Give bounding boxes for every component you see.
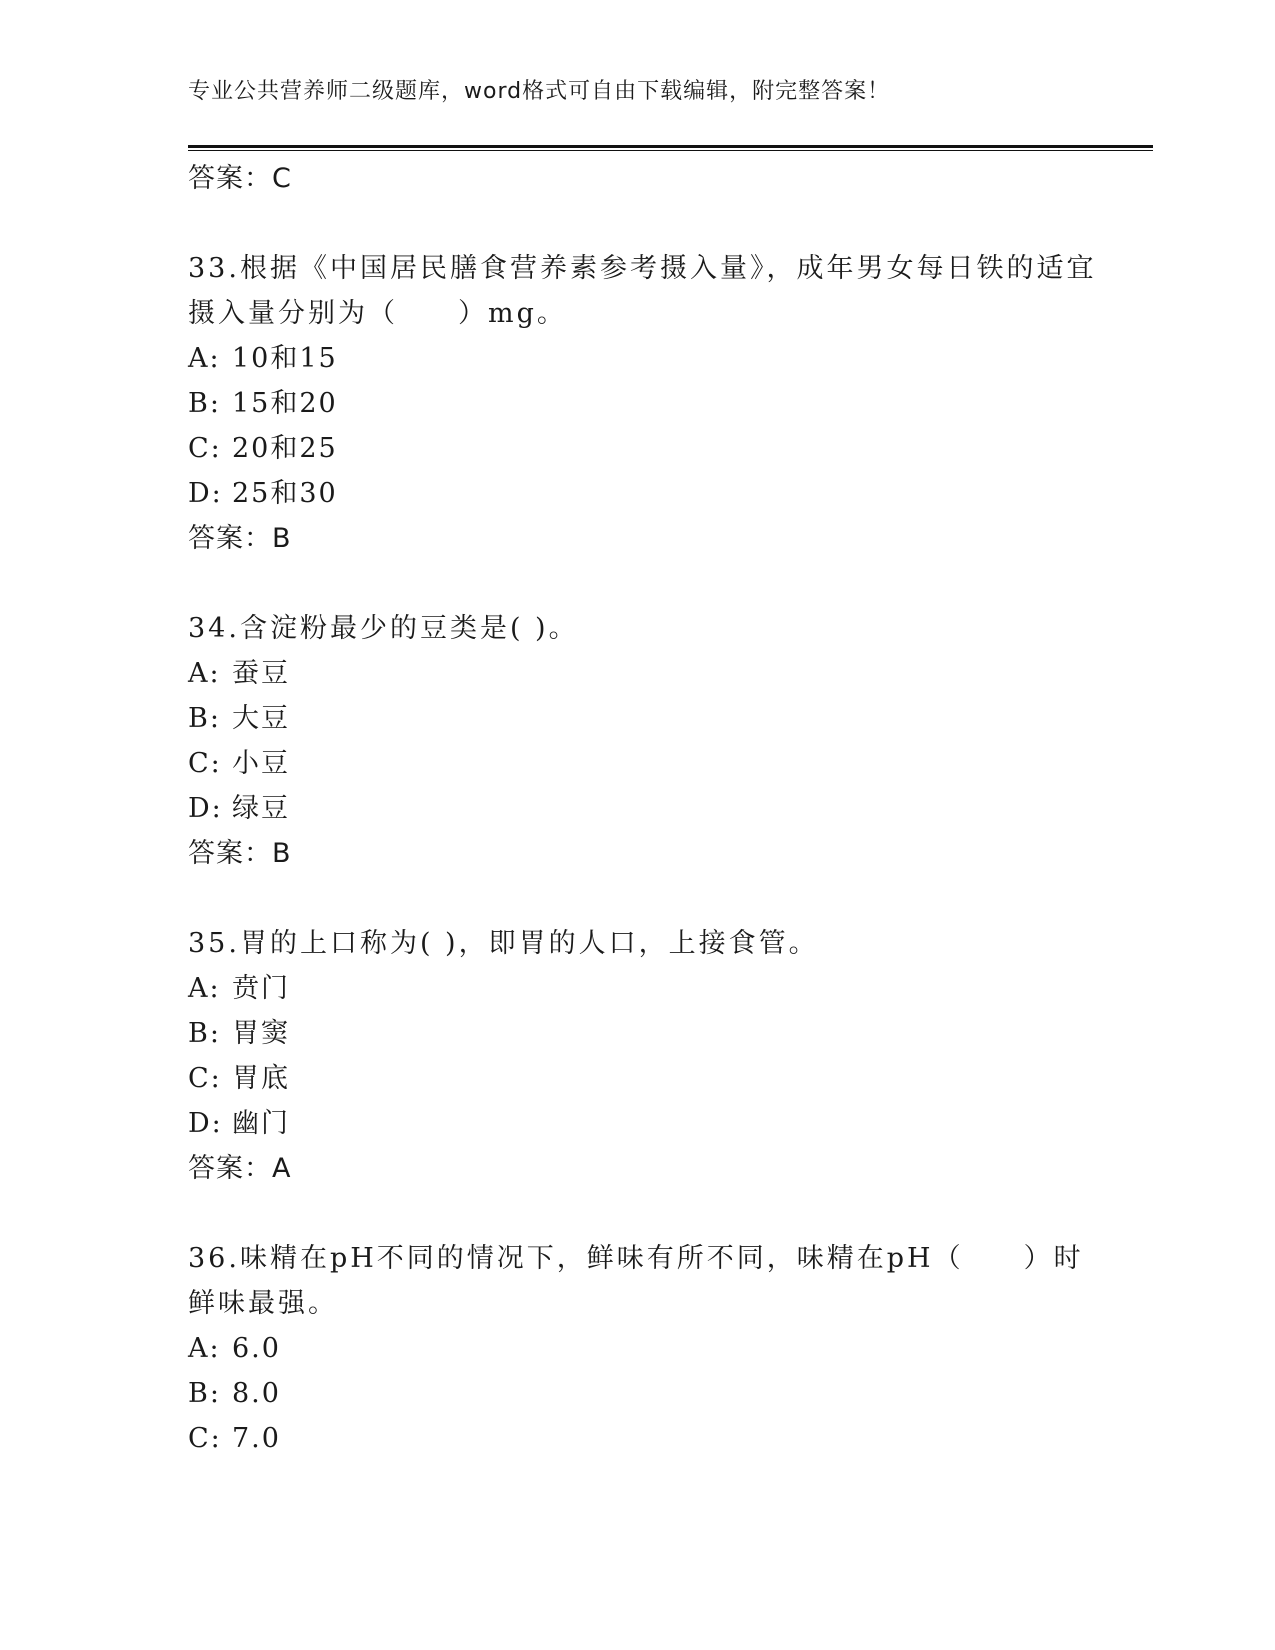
option-key: B: bbox=[188, 1378, 221, 1409]
option-d bbox=[188, 1101, 1108, 1146]
option-text: 15和20 bbox=[232, 388, 338, 419]
option-c bbox=[188, 741, 1108, 786]
question-stem: 36.味精在pH不同的情况下，鲜味有所不同，味精在pH（ ）时鲜味最强。 bbox=[188, 1243, 1084, 1319]
option-b bbox=[188, 696, 1108, 741]
question-stem: 34.含淀粉最少的豆类是( )。 bbox=[188, 613, 579, 644]
option-key: D: bbox=[188, 1108, 223, 1139]
option-b bbox=[188, 381, 1108, 426]
option-text: 8.0 bbox=[232, 1378, 281, 1409]
option-key: D: bbox=[188, 478, 223, 509]
option-a bbox=[188, 966, 1108, 1011]
option-key: B: bbox=[188, 388, 221, 419]
option-text: 胃底 bbox=[232, 1063, 290, 1094]
option-a bbox=[188, 1326, 1108, 1371]
option-key: C: bbox=[188, 1423, 222, 1454]
option-text: 胃窦 bbox=[232, 1018, 290, 1049]
option-d bbox=[188, 471, 1108, 516]
question-33 bbox=[188, 246, 1108, 561]
answer: 答案：B bbox=[188, 838, 292, 869]
option-b bbox=[188, 1371, 1108, 1416]
option-key: A: bbox=[188, 973, 221, 1004]
option-a bbox=[188, 336, 1108, 381]
header-rule-thin bbox=[188, 150, 1153, 151]
option-key: A: bbox=[188, 658, 221, 689]
spacer bbox=[188, 1191, 1108, 1236]
option-text: 贲门 bbox=[232, 973, 290, 1004]
spacer bbox=[188, 561, 1108, 606]
option-text: 7.0 bbox=[232, 1423, 281, 1454]
option-text: 6.0 bbox=[232, 1333, 281, 1364]
option-d bbox=[188, 786, 1108, 831]
header-rule-thick bbox=[188, 145, 1153, 148]
question-content bbox=[188, 156, 1108, 1461]
option-key: A: bbox=[188, 1333, 221, 1364]
option-key: C: bbox=[188, 1063, 222, 1094]
option-c bbox=[188, 1416, 1108, 1461]
question-36 bbox=[188, 1236, 1108, 1461]
previous-answer: 答案：C bbox=[188, 163, 292, 194]
option-text: 20和25 bbox=[232, 433, 338, 464]
option-b bbox=[188, 1011, 1108, 1056]
question-34 bbox=[188, 606, 1108, 876]
question-stem: 35.胃的上口称为( )，即胃的人口，上接食管。 bbox=[188, 928, 819, 959]
option-key: D: bbox=[188, 793, 223, 824]
option-text: 绿豆 bbox=[232, 793, 290, 824]
option-text: 10和15 bbox=[232, 343, 338, 374]
option-c bbox=[188, 1056, 1108, 1101]
option-text: 蚕豆 bbox=[232, 658, 290, 689]
option-text: 小豆 bbox=[232, 748, 290, 779]
question-stem: 33.根据《中国居民膳食营养素参考摄入量》，成年男女每日铁的适宜摄入量分别为（ ）mg。 bbox=[188, 253, 1097, 329]
question-35 bbox=[188, 921, 1108, 1191]
answer: 答案：B bbox=[188, 523, 292, 554]
option-c bbox=[188, 426, 1108, 471]
answer: 答案：A bbox=[188, 1153, 292, 1184]
option-a bbox=[188, 651, 1108, 696]
option-text: 25和30 bbox=[232, 478, 338, 509]
option-key: C: bbox=[188, 748, 222, 779]
option-text: 大豆 bbox=[232, 703, 290, 734]
option-text: 幽门 bbox=[232, 1108, 290, 1139]
option-key: B: bbox=[188, 703, 221, 734]
option-key: A: bbox=[188, 343, 221, 374]
spacer bbox=[188, 201, 1108, 246]
option-key: B: bbox=[188, 1018, 221, 1049]
option-key: C: bbox=[188, 433, 222, 464]
page-header: 专业公共营养师二级题库，word格式可自由下载编辑，附完整答案！ bbox=[188, 79, 891, 104]
spacer bbox=[188, 876, 1108, 921]
